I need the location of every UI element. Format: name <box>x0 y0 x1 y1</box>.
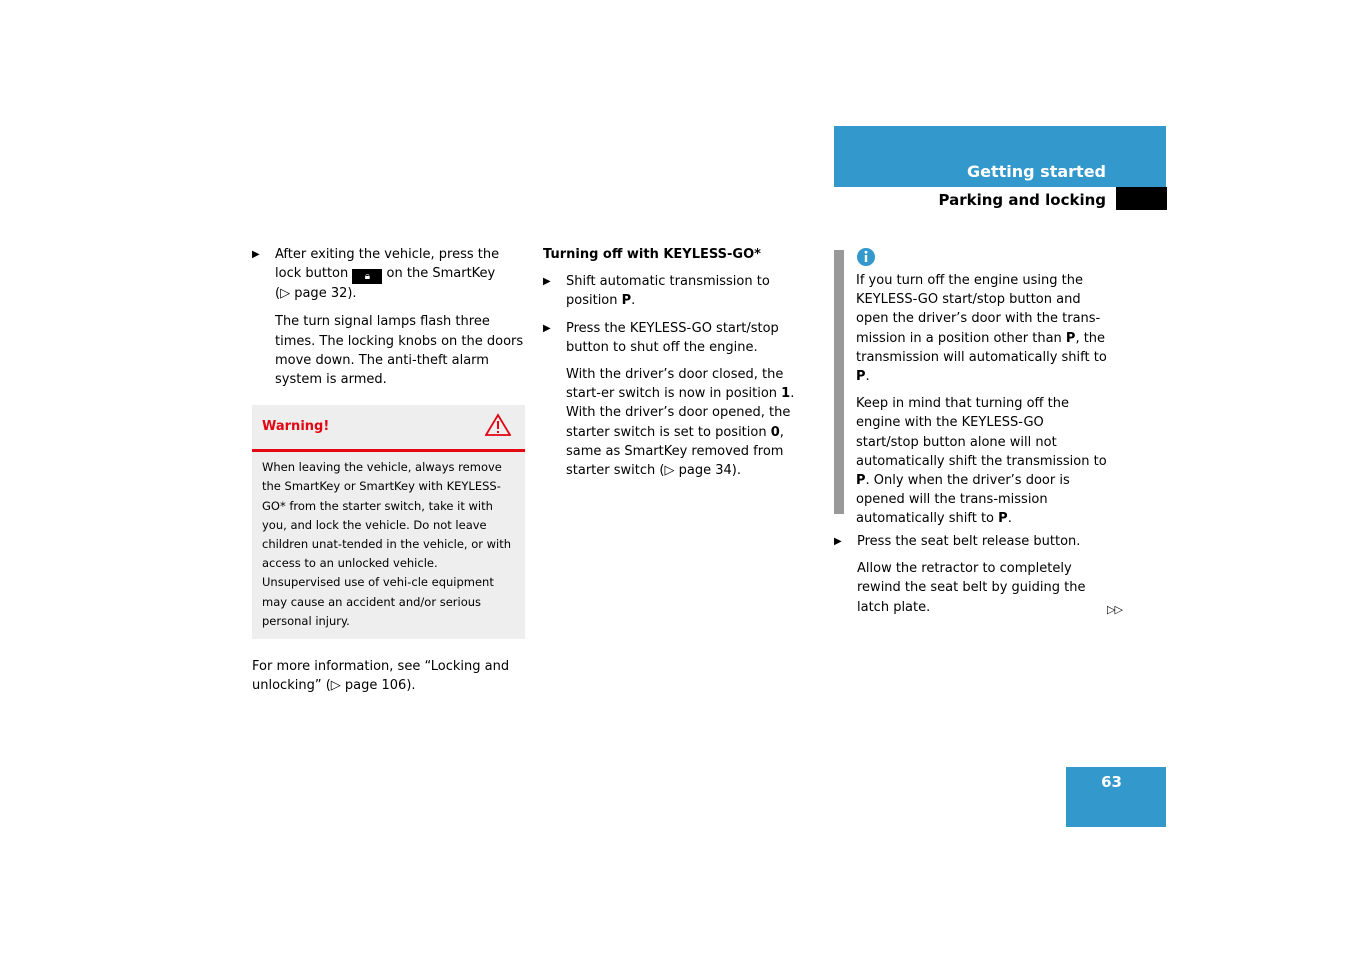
step-text-end: . <box>631 293 636 309</box>
text: . <box>865 369 870 385</box>
bullet-triangle-icon: ▶ <box>543 276 551 288</box>
step-text: Shift automatic transmission to position <box>566 274 770 309</box>
info-icon <box>856 247 876 267</box>
gear-p: P <box>998 511 1008 527</box>
gear-p: P <box>621 293 632 309</box>
text: , same as SmartKey removed from starter switch ( <box>566 424 784 479</box>
step-text: Press the KEYLESS-GO start/stop button to shut off the engine. <box>566 320 779 355</box>
starter-switch-text <box>543 365 819 480</box>
warning-box <box>252 405 525 639</box>
header-marker <box>1116 187 1167 210</box>
seat-belt-section <box>834 532 1098 617</box>
step-text-2: on the SmartKey ( <box>275 266 496 302</box>
step-lock <box>252 245 525 303</box>
seat-belt-text: Allow the retractor to completely rewind the seat belt by guiding the latch plate. <box>857 561 1086 615</box>
column-1 <box>252 245 525 695</box>
warning-title: Warning! <box>262 419 330 435</box>
page-ref-arrow-icon: ▷ <box>664 463 675 479</box>
step-press-button <box>543 319 819 357</box>
subsection-title: Parking and locking <box>938 191 1106 209</box>
more-info-text: For more information, see “Locking and unlocking” ( <box>252 659 510 694</box>
page-ref[interactable]: page 34). <box>678 463 741 479</box>
text: Keep in mind that turning off the engine with the KEYLESS-GO start/stop button alone will not automatically shift the transmission to <box>856 396 1107 469</box>
bullet-triangle-icon: ▶ <box>252 249 260 260</box>
gear-p: P <box>856 473 866 489</box>
warning-header <box>252 405 525 452</box>
text: . With the driver’s door opened, the starter switch is set to position <box>566 386 795 440</box>
text: With the driver’s door closed, the start-er switch is now in position <box>566 367 784 402</box>
warning-body: When leaving the vehicle, always remove the SmartKey or SmartKey with KEYLESS-GO* from the starter switch, take it with you, and lock the vehicle. Do not leave children unat-tended in the vehicle, or with access to an unlocked vehicle. Unsupervised use of vehi-cle equipment may cause an accident and/or serious personal injury. <box>262 460 512 628</box>
bullet-triangle-icon: ▶ <box>834 536 842 547</box>
more-info <box>252 657 525 695</box>
info-paragraph-2 <box>856 394 1108 528</box>
header-section-bar <box>834 126 1166 187</box>
page-ref[interactable]: page 106). <box>344 678 416 694</box>
step-shift <box>543 272 819 310</box>
info-bar <box>834 250 844 514</box>
page-ref[interactable]: page 32). <box>294 286 357 302</box>
position-1: 1 <box>781 386 791 402</box>
lock-icon: 🔒︎ <box>352 269 382 284</box>
keyless-heading: Turning off with KEYLESS-GO* <box>543 247 761 262</box>
gear-p: P <box>1065 330 1076 346</box>
info-box <box>856 247 1108 529</box>
column-2 <box>543 245 819 480</box>
result-text: The turn signal lamps flash three times. The locking knobs on the doors move down. The anti-theft alarm system is armed. <box>275 314 524 388</box>
warning-triangle-icon <box>485 413 511 437</box>
page-ref-arrow-icon: ▷ <box>330 678 341 694</box>
text: , the transmission will automatically shift to <box>856 330 1107 365</box>
position-0: 0 <box>770 424 780 440</box>
text: . Only when the driver’s door is opened will the trans-mission automatically shift to <box>856 473 1070 527</box>
text: If you turn off the engine using the KEYLESS-GO start/stop button and open the driver’s door with the trans-mission in a position other than <box>856 273 1101 346</box>
step-text: After exiting the vehicle, press the lock button <box>275 247 500 282</box>
continue-arrow-icon: ▷▷ <box>1107 603 1122 616</box>
page-ref-arrow-icon: ▷ <box>280 286 291 302</box>
step-seat-belt <box>834 532 1098 551</box>
gear-p: P <box>856 369 866 385</box>
section-title: Getting started <box>967 161 1106 181</box>
step-text: Press the seat belt release button. <box>857 534 1081 549</box>
info-paragraph-1 <box>856 271 1108 386</box>
page-number: 63 <box>1101 773 1122 791</box>
text: . <box>1007 511 1012 527</box>
page-number-box <box>1066 767 1166 827</box>
bullet-triangle-icon: ▶ <box>543 322 551 334</box>
